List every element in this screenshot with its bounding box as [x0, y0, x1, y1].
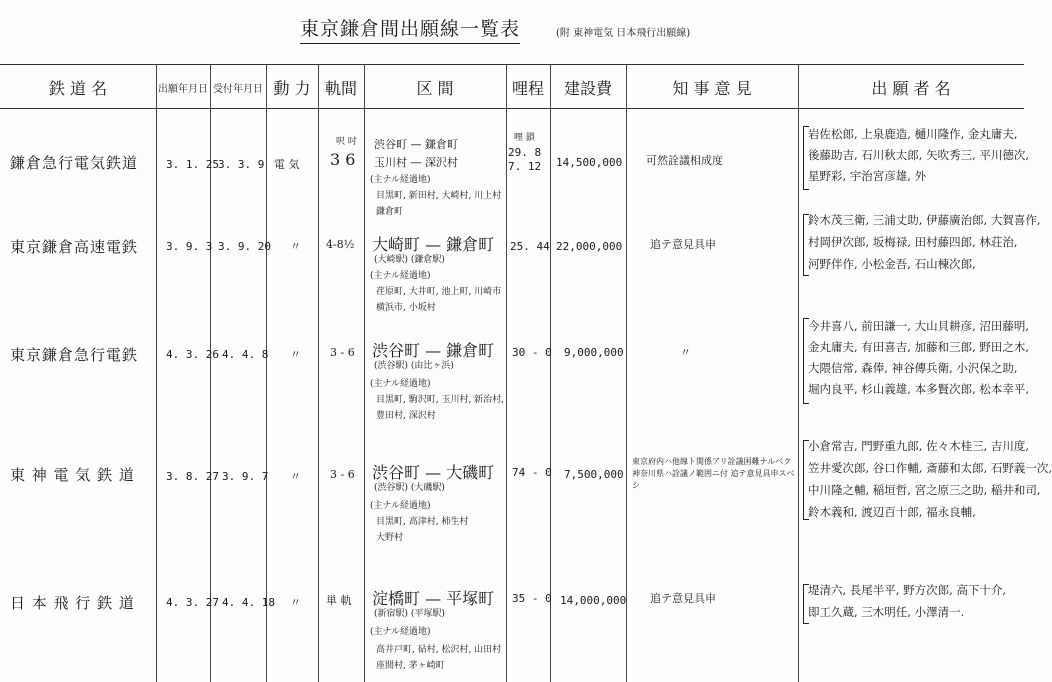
applicant-line: 堤清六, 長尾半平, 野方次郎, 高下十介, [808, 583, 1007, 597]
gauge: 4-8½ [326, 238, 355, 251]
date-applied: 3. 9. 3 [166, 240, 213, 253]
via-places: 豊田村, 深沢村 [376, 411, 436, 421]
governor-opinion: 〃 [680, 346, 691, 359]
construction-cost: 14,500,000 [556, 156, 623, 169]
date-applied: 4. 3. 26 [166, 348, 219, 361]
power: 電 気 [274, 158, 300, 171]
section-station-note: (渋谷駅) (由比ヶ浜) [374, 361, 454, 371]
column-divider [798, 64, 799, 682]
via-places: 目黒町, 高津村, 柿生村 [376, 517, 469, 527]
railway-name: 東京鎌倉急行電鉄 [10, 346, 139, 364]
via-label: (主ナル経過地) [370, 175, 431, 185]
column-divider [626, 64, 627, 682]
header-date-received: 受付年月日 [213, 83, 263, 95]
gauge-unit-note: 呎 吋 [336, 137, 357, 147]
column-divider [550, 64, 551, 682]
header-governor-opinion: 知 事 意 見 [672, 78, 752, 98]
applicant-line: 小倉常吉, 門野重九郎, 佐々木桂三, 吉川度, [808, 439, 1030, 453]
header-power: 動 力 [273, 78, 311, 98]
via-label: (主ナル経過地) [370, 379, 431, 389]
length: 35 - 0 [512, 592, 552, 605]
railway-name: 日 本 飛 行 鉄 道 [10, 594, 135, 612]
applicant-line: 笠井愛次郎, 谷口作輔, 斎藤和太郎, 石野義一次, [808, 461, 1052, 475]
via-places: 横浜市, 小坂村 [376, 303, 436, 313]
section-main: 渋谷町 — 鎌倉町 [372, 341, 495, 360]
date-received: 3. 9. 7 [222, 470, 269, 483]
via-places: 目黒町, 新田村, 大崎村, 川上村 [376, 191, 502, 201]
gauge: 3 - 6 [330, 468, 355, 481]
applicant-line: 大隈信常, 森俸, 神谷傳兵衛, 小沢保之助, [808, 361, 1018, 375]
via-places: 荏原町, 大井町, 池上町, 川崎市 [376, 287, 502, 297]
date-received: 3. 9. 20 [218, 240, 271, 253]
header-length: 哩程 [511, 78, 544, 98]
power: 〃 [290, 348, 301, 361]
power: 〃 [290, 596, 301, 609]
railway-name: 鎌倉急行電気鉄道 [10, 154, 139, 172]
date-applied: 3. 1. 25 [166, 158, 219, 171]
via-places: 座間村, 茅ヶ崎町 [376, 661, 445, 671]
gauge: 単 軌 [326, 594, 352, 607]
governor-opinion: 可然詮議相成度 [646, 154, 723, 167]
applicant-line: 鈴木義和, 渡辺百十郎, 福永良輔, [808, 505, 976, 519]
via-places: 鎌倉町 [376, 207, 404, 217]
column-divider [506, 64, 507, 682]
header-bottom-border [0, 108, 1024, 109]
length-unit-note: 哩 鎖 [514, 133, 535, 143]
via-places: 目黒町, 駒沢町, 玉川村, 新治村, [376, 395, 505, 405]
section-station-note: (新宿駅) (平塚駅) [374, 609, 445, 619]
document-title: 東京鎌倉間出願線一覧表 [300, 14, 520, 44]
construction-cost: 22,000,000 [556, 240, 623, 253]
power: 〃 [290, 240, 301, 253]
applicant-line: 即工久蔵, 三木明任, 小澤清一. [808, 605, 965, 619]
railway-name: 東 神 電 気 鉄 道 [10, 466, 135, 484]
applicant-line: 岩佐松郎, 上泉鹿造, 樋川隆作, 金丸庸夫, [808, 127, 1018, 141]
section-main: 渋谷町 — 大磯町 [372, 463, 495, 482]
governor-opinion: 追テ意見具申 [650, 238, 716, 251]
applicant-line: 後藤助吉, 石川秋太郎, 矢吹秀三, 平川德次, [808, 148, 1030, 162]
document-subtitle: (附 東神電気 日本飛行出願線) [556, 28, 691, 39]
length: 74 - 0 [512, 466, 552, 479]
column-divider [318, 64, 319, 682]
railway-name: 東京鎌倉高速電鉄 [10, 238, 139, 256]
governor-opinion: 追テ意見具申 [650, 592, 716, 605]
gauge: 3 - 6 [330, 346, 355, 359]
date-applied: 4. 3. 27 [166, 596, 219, 609]
length: 30 - 0 [512, 346, 552, 359]
header-section: 区 間 [416, 78, 454, 98]
section-main: 淀橋町 — 平塚町 [372, 589, 495, 608]
gauge: 3 6 [330, 150, 356, 169]
via-places: 高井戸町, 砧村, 松沢村, 山田村 [376, 645, 502, 655]
via-label: (主ナル経過地) [370, 271, 431, 281]
applicant-line: 星野彩, 宇治宮彦雄, 外 [808, 169, 927, 183]
length: 25. 44 [510, 240, 550, 253]
construction-cost: 14,000,000 [560, 594, 627, 607]
header-applicants: 出 願 者 名 [871, 78, 951, 98]
applicant-line: 鈴木茂三衛, 三浦丈助, 伊藤廣治郎, 大賀喜作, [808, 213, 1041, 227]
section-station-note: (大崎駅) (鎌倉駅) [374, 255, 445, 265]
governor-opinion: 東京府内ハ他線ト関係アリ詮議困難ナルベク 神奈川県ハ詮議ノ範囲ニ付 追テ意見具申スベシ [632, 457, 795, 490]
column-divider [156, 64, 157, 682]
via-label: (主ナル経過地) [370, 501, 431, 511]
header-cost: 建設費 [563, 78, 612, 98]
section-station-note: (渋谷駅) (大磯駅) [374, 483, 445, 493]
via-label: (主ナル経過地) [370, 627, 431, 637]
section-main: 渋谷町 — 鎌倉町 [374, 138, 458, 151]
section-main: 大崎町 — 鎌倉町 [372, 235, 495, 254]
power: 〃 [290, 470, 301, 483]
date-received: 4. 4. 8 [222, 348, 269, 361]
applicant-line: 今井喜八, 前田謙一, 大山貝耕彦, 沼田藤明, [808, 319, 1030, 333]
construction-cost: 9,000,000 [564, 346, 624, 359]
length: 29. 8 7. 12 [508, 146, 542, 173]
applicant-line: 金丸庸夫, 有田喜吉, 加藤和三郎, 野田之木, [808, 340, 1030, 354]
applicant-line: 村岡伊次郎, 坂梅禄, 田村藤四郎, 林荘治, [808, 235, 1018, 249]
date-applied: 3. 8. 27 [166, 470, 219, 483]
section-main: 玉川村 — 深沢村 [374, 156, 458, 169]
construction-cost: 7,500,000 [564, 468, 624, 481]
column-divider [266, 64, 267, 682]
header-date-applied: 出願年月日 [158, 83, 208, 95]
header-railway-name: 鉄 道 名 [48, 78, 108, 98]
column-divider [210, 64, 211, 682]
date-received: 3. 3. 9 [218, 158, 265, 171]
column-divider [364, 64, 365, 682]
header-gauge: 軌間 [324, 78, 357, 98]
table-top-border [0, 64, 1024, 65]
applicant-line: 堀内良平, 杉山義雄, 本多賢次郎, 松本幸平, [808, 382, 1030, 396]
applicant-line: 河野伴作, 小松金吾, 石山棟次郎, [808, 257, 976, 271]
applicant-line: 中川隆之輔, 稲垣哲, 宮之原三之助, 稲井和司, [808, 483, 1041, 497]
via-places: 大野村 [376, 533, 404, 543]
date-received: 4. 4. 18 [222, 596, 275, 609]
